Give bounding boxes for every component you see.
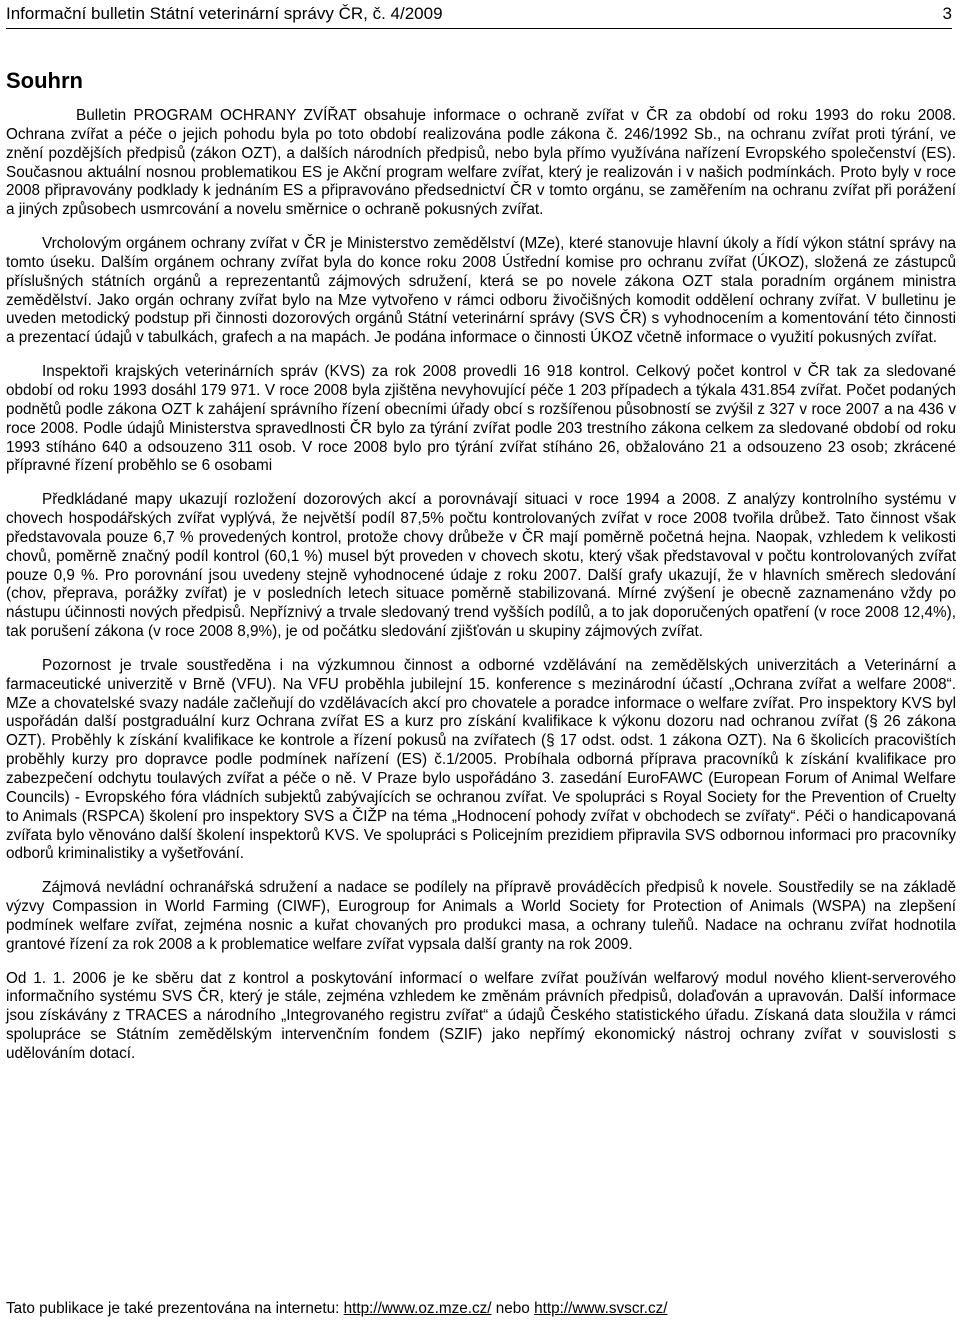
paragraph-education: Pozornost je trvale soustředěna i na výzkumnou činnost a odborné vzdělávání na zemědělských univerzitách a Veterinární a farmaceutické univerzitě v Brně (VFU). Na VFU proběhla jubilejní 15. konference s mezinárodní účastí „Ochrana zvířat a welfare 2008“. MZe a chovatelské svazy nadále začleňují do vzdělávacích akcí pro chovatele a poradce informace o welfare zvířat. Pro inspektory KVS byl uspořádán další postgraduální kurz Ochrana zvířat ES a kurz pro získání kvalifikace k výkonu dozoru nad ochranou zvířat (§ 26 zákona OZT). Proběhly k získání kvalifikace ke kontrole a řízení pokusů na zvířatech (§ 17 odst. odst. 1 zákona OZT). Na 6 školicích pracovištích proběhly kurzy pro dopravce podle podmínek nařízení (ES) č.1/2005. Probíhala odborná příprava pracovníků k získání kvalifikace pro zabezpečení odchytu toulavých zvířat a péče o ně. V Praze bylo uspořádáno 3. zasedání EuroFAWC (European Forum of Animal Welfare Councils) - Evropského fóra vládních subjektů zabývajících se ochranou zvířat. Ve spolupráci s Royal Society for the Prevention of Cruelty to Animals (RSPCA) školení pro inspektory SVS a ČIŽP na téma „Hodnocení pohody zvířat v obchodech se zvířaty“. Péči o handicapovaná zvířata bylo věnováno další školení inspektorů KVS. Ve spolupráci s Policejním prezidiem připravila SVS odbornou informaci pro pracovníky odborů kriminalistiky a vyšetřování. (6, 656, 956, 863)
paragraph-authorities: Vrcholovým orgánem ochrany zvířat v ČR je Ministerstvo zemědělství (MZe), které stanovuje hlavní úkoly a řídí výkon státní správy na tomto úseku. Dalším orgánem ochrany zvířat byla do konce roku 2008 Ústřední komise pro ochranu zvířat (ÚKOZ), složená ze zástupců příslušných státních orgánů a reprezentantů zájmových sdružení, která se po novele zákona OZT stala poradním orgánem ministra zemědělství. Jako orgán ochrany zvířat bylo na Mze vytvořeno v rámci odboru živočišných komodit oddělení ochrany zvířat. V bulletinu je uveden metodický podstup při činnosti dozorových orgánů Státní veterinární správy (SVS ČR) s vyhodnocením a komentování této činnosti a prezentací údajů v tabulkách, grafech a na mapách. Je podána informace o činnosti ÚKOZ včetně informace o využití pokusných zvířat. (6, 235, 956, 347)
paragraph-ngo: Zájmová nevládní ochranářská sdružení a nadace se podílely na přípravě prováděcích předpisů k novele. Soustředily se na základě výzvy Compassion in World Farming (CIWF), Eurogroup for Animals a World Society for Protection of Animals (WSPA) na zlepšení podmínek welfare zvířat, zejména nosnic a kuřat chovaných pro produkci masa, a ochrany tuleňů. Nadace na ochranu zvířat hodnotila grantové řízení za rok 2008 a k problematice welfare zvířat vypsala další granty na rok 2009. (6, 879, 956, 953)
paragraph-information-system: Od 1. 1. 2006 je ke sběru dat z kontrol a poskytování informací o welfare zvířat používán welfarový modul nového klient-serverového informačního systému SVS ČR, který je stále, zejména vzhledem ke změnám právních předpisů, dolaďován a upravován. Další informace jsou získávány z TRACES a národního „Integrovaného registru zvířat“ a údajů Českého statistického úřadu. Získaná data sloužila v rámci spolupráce se Státním zemědělským intervenčním fondem (SZIF) jako nepřímý ekonomický nástroj ochrany zvířat v souvislosti s udělováním dotací. (6, 969, 956, 1062)
page-header (6, 2, 952, 29)
section-heading: Souhrn (6, 68, 83, 93)
footer-link-mze[interactable]: http://www.oz.mze.cz/ (343, 1300, 492, 1317)
paragraph-maps: Předkládané mapy ukazují rozložení dozorových akcí a porovnávají situaci v roce 1994 a 2008. Z analýzy kontrolního systému v chovech hospodářských zvířat vyplývá, že největší podíl 87,5% počtu kontrolovaných zvířat v roce 2008 tvořila drůbež. Tato činnost však představovala pouze 6,7 % provedených kontrol, protože chovy drůbeže v ČR mají poměrně početná hejna. Naopak, vzhledem k velikosti chovů, poměrně značný podíl kontrol (60,1 %) musel být proveden v chovech skotu, který však představoval v počtu kontrolovaných zvířat pouze 0,9 %. Pro porovnání jsou uvedeny stejně vyhodnocené údaje z roku 2007. Další grafy ukazují, že v hlavních směrech sledování (chov, přeprava, porážky zvířat) je v posledních letech situace poměrně stabilizovaná. Mírné zvýšení je obecně zaznamenáno vždy po nástupu účinnosti nových předpisů. Nepříznivý a trvale sledovaný trend vyšších podílů, a to jak doporučených opatření (v roce 2008 12,4%), tak porušení zákona (v roce 2008 8,9%), je od počátku sledování zjišťován u skupiny zájmových zvířat. (6, 491, 956, 641)
footer-connector: nebo (495, 1300, 530, 1317)
page-footer (6, 1300, 668, 1318)
paragraph-intro: Bulletin PROGRAM OCHRANY ZVÍŘAT obsahuje informace o ochraně zvířat v ČR za období od roku 1993 do roku 2008. Ochrana zvířat a péče o jejich pohodu byla po toto období realizována podle zákona č. 246/1992 Sb., na ochranu zvířat proti týrání, ve znění pozdějších předpisů (zákon OZT), a dalších národních předpisů, nebo byla přímo využívána nařízení Evropského společenství (ES). Současnou aktuální nosnou problematikou ES je Akční program welfare zvířat, který je realizován i v našich podmínkách. Proto byly v roce 2008 připravovány podklady k jednáním ES a připravováno předsednictví ČR v tomto orgánu, se zaměřením na ochranu zvířat při porážení a jiných způsobech usmrcování a novelu směrnice o ochraně pokusných zvířat. (6, 107, 956, 219)
page-number: 3 (942, 4, 952, 23)
footer-link-svscr[interactable]: http://www.svscr.cz/ (534, 1300, 668, 1317)
footer-text: Tato publikace je také prezentována na internetu: (6, 1300, 340, 1317)
summary-body (6, 107, 956, 1079)
bulletin-title: Informační bulletin Státní veterinární správy ČR, č. 4/2009 (6, 4, 443, 23)
paragraph-inspections: Inspektoři krajských veterinárních správ (KVS) za rok 2008 provedli 16 918 kontrol. Celkový počet kontrol v ČR tak za sledované období od roku 1993 dosáhl 179 971. V roce 2008 byla zjištěna nevyhovující péče 1 203 případech a týkala 431.854 zvířat. Počet podaných podnětů podle zákona OZT k zahájení správního řízení obecními úřady obcí s rozšířenou působností se zvýšil z 327 v roce 2007 a na 436 v roce 2008. Podle údajů Ministerstva spravedlnosti ČR bylo za týrání zvířat podle 203 trestního zákona celkem za sledované období od roku 1993 stíháno 640 a odsouzeno 311 osob. V roce 2008 bylo pro týrání zvířat stíháno 26, obžalováno 21 a odsouzeno 23 osob; zkrácené přípravné řízení proběhlo se 6 osobami (6, 363, 956, 475)
